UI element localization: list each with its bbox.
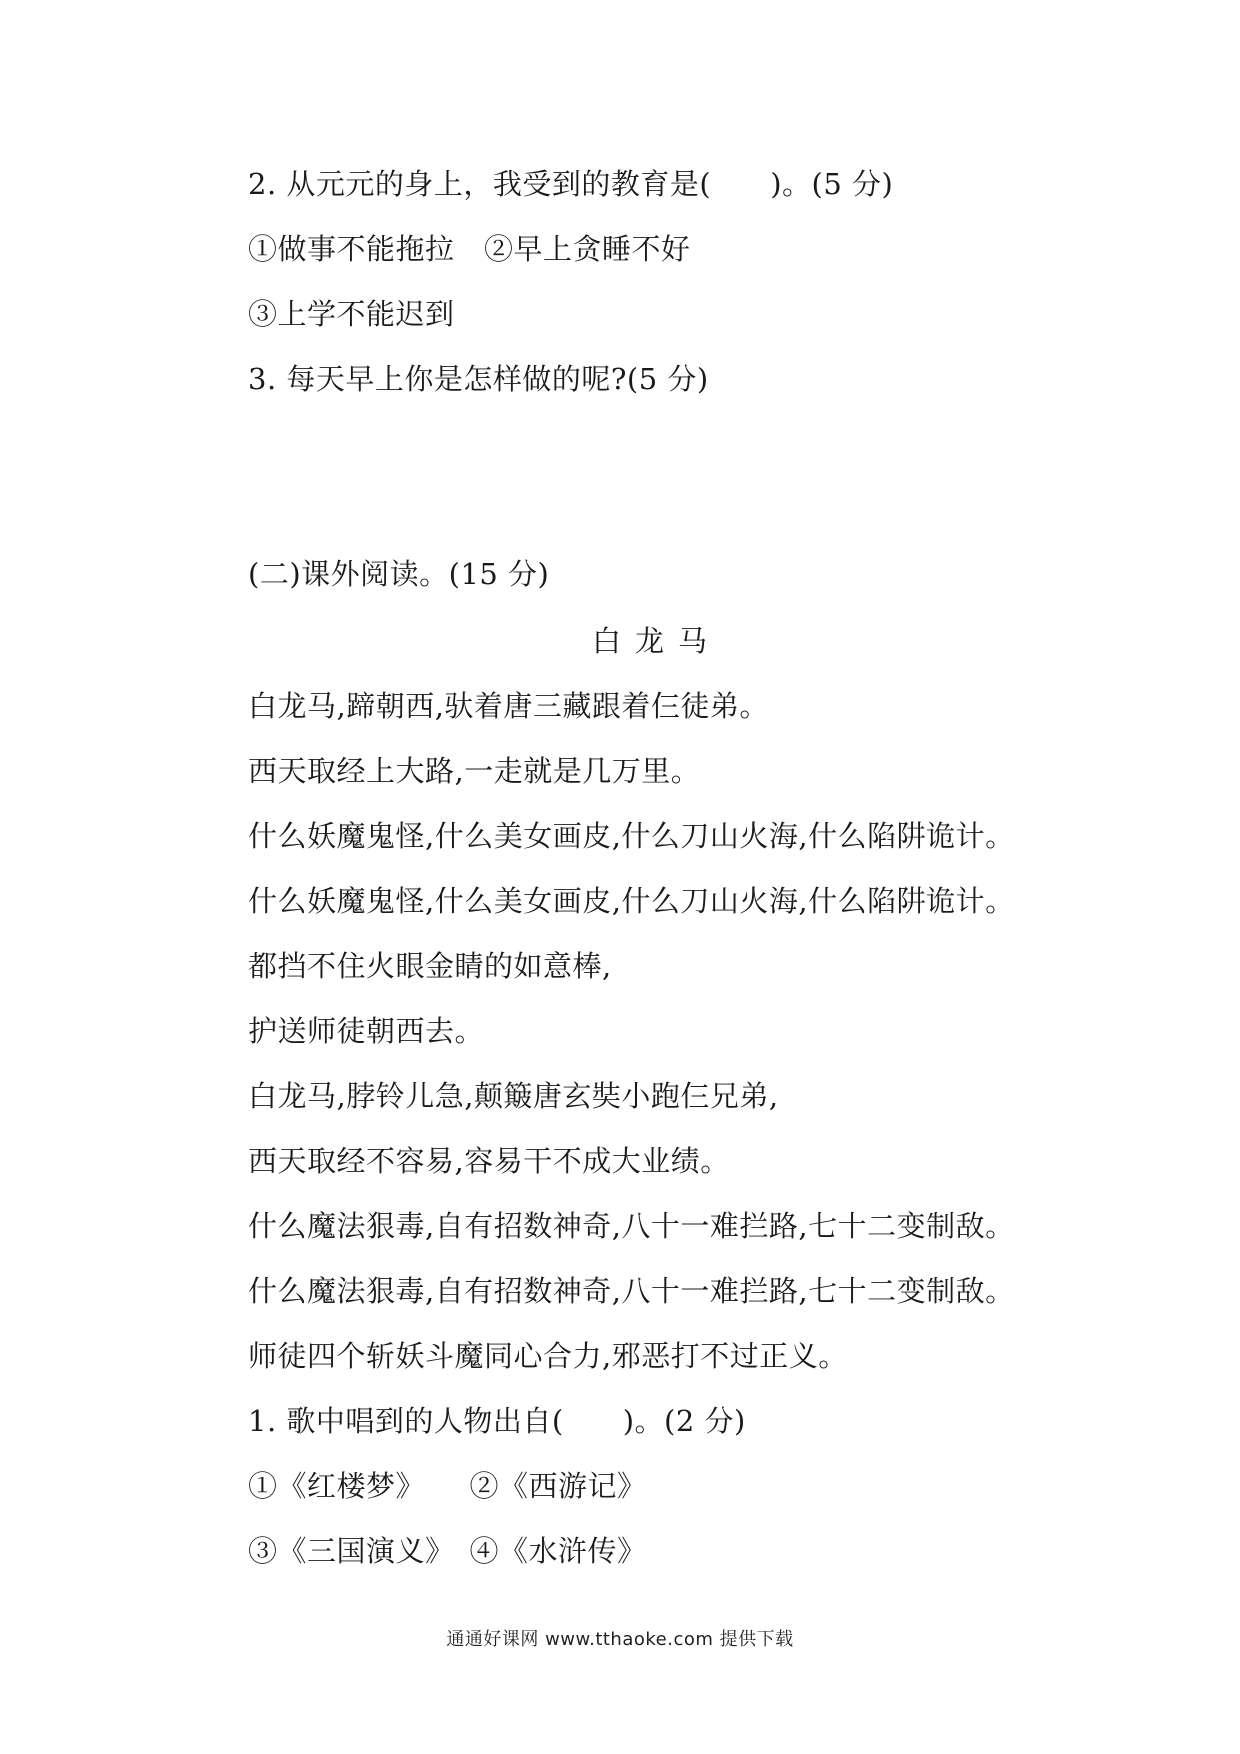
section-heading: (二)课外阅读。(15 分) (248, 557, 550, 591)
poem-line: 什么妖魔鬼怪,什么美女画皮,什么刀山火海,什么陷阱诡计。 (248, 884, 1015, 918)
poem-line: 西天取经上大路,一走就是几万里。 (248, 754, 701, 788)
poem-line: 什么魔法狠毒,自有招数神奇,八十一难拦路,七十二变制敌。 (248, 1209, 1015, 1243)
question-2-options-a: ①做事不能拖拉 ②早上贪睡不好 (248, 232, 691, 266)
question-2: 2. 从元元的身上，我受到的教育是( )。(5 分) (248, 167, 894, 201)
poem-title: 白龙马 (591, 624, 721, 658)
poem-line: 什么妖魔鬼怪,什么美女画皮,什么刀山火海,什么陷阱诡计。 (248, 819, 1015, 853)
question-1-options-a: ①《红楼梦》 ②《西游记》 (248, 1469, 647, 1503)
poem-line: 都挡不住火眼金睛的如意棒, (248, 949, 612, 983)
footer-watermark: 通通好课网 www.tthaoke.com 提供下载 (446, 1629, 794, 1650)
question-1: 1. 歌中唱到的人物出自( )。(2 分) (248, 1404, 746, 1438)
poem-line: 白龙马,蹄朝西,驮着唐三藏跟着仨徒弟。 (248, 689, 769, 723)
poem-line: 护送师徒朝西去。 (248, 1014, 485, 1048)
poem-line: 什么魔法狠毒,自有招数神奇,八十一难拦路,七十二变制敌。 (248, 1274, 1015, 1308)
poem-line: 师徒四个斩妖斗魔同心合力,邪恶打不过正义。 (248, 1339, 848, 1373)
question-2-options-b: ③上学不能迟到 (248, 297, 455, 331)
question-3: 3. 每天早上你是怎样做的呢?(5 分) (248, 362, 709, 396)
poem-line: 西天取经不容易,容易干不成大业绩。 (248, 1144, 730, 1178)
poem-line: 白龙马,脖铃儿急,颠簸唐玄奘小跑仨兄弟, (248, 1079, 779, 1113)
question-1-options-b: ③《三国演义》 ④《水浒传》 (248, 1534, 647, 1568)
